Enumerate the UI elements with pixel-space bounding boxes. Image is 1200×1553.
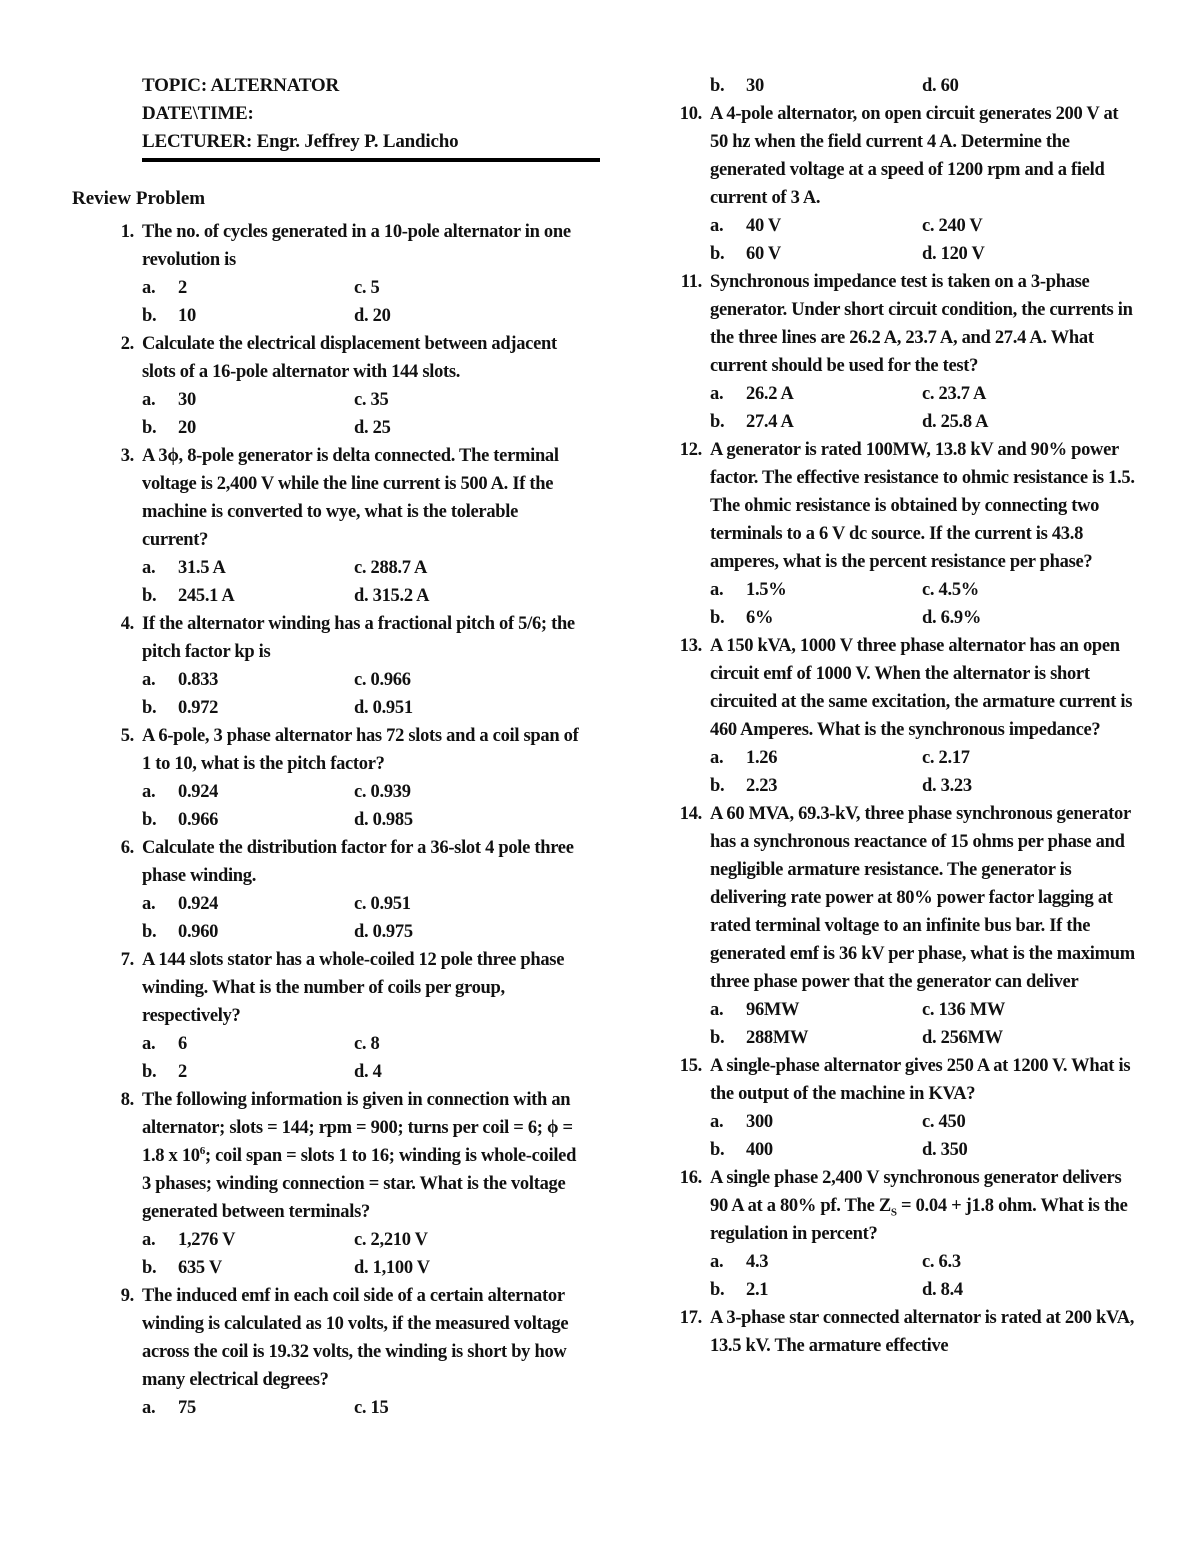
header-divider (142, 158, 600, 162)
option-d: d. 60 (922, 76, 959, 96)
option-b: b. 27.4 A (710, 412, 794, 432)
option-d: d. 20 (354, 306, 391, 326)
question-10 (668, 100, 1138, 268)
option-a: a. 26.2 A (710, 384, 794, 404)
option-c: c. 35 (354, 390, 389, 410)
question-number: 4. (120, 614, 134, 634)
question-number: 14. (679, 804, 702, 824)
options (142, 274, 580, 330)
question-text: A 3-phase star connected alternator is rated at 200 kVA, 13.5 kV. The armature effective (710, 1308, 1135, 1356)
option-a: a. 30 (142, 390, 196, 410)
question-15 (668, 1052, 1138, 1164)
question-text: A 144 slots stator has a whole-coiled 12 pole three phase winding. What is the number of coils per group, respectively? (142, 950, 565, 1026)
options (142, 1226, 580, 1282)
option-b: b. 6% (710, 608, 774, 628)
question-11 (668, 268, 1138, 436)
option-a: a. 0.924 (142, 782, 219, 802)
question-text: Calculate the distribution factor for a 36-slot 4 pole three phase winding. (142, 838, 574, 886)
question-number: 7. (120, 950, 134, 970)
question-number: 6. (120, 838, 134, 858)
options (710, 72, 1138, 100)
question-9 (100, 1282, 580, 1422)
option-d: d. 25 (354, 418, 391, 438)
option-a: a. 0.833 (142, 670, 219, 690)
options (710, 576, 1138, 632)
option-c: c. 2,210 V (354, 1230, 428, 1250)
question-12 (668, 436, 1138, 632)
options (710, 996, 1138, 1052)
question-number: 9. (120, 1286, 134, 1306)
option-c: c. 0.966 (354, 670, 411, 690)
option-d: d. 315.2 A (354, 586, 430, 606)
option-b: b. 0.960 (142, 922, 219, 942)
options (710, 380, 1138, 436)
option-c: c. 288.7 A (354, 558, 428, 578)
options (142, 666, 580, 722)
option-b: b. 2 (142, 1062, 187, 1082)
option-c: c. 0.939 (354, 782, 411, 802)
option-d: d. 3.23 (922, 776, 972, 796)
option-c: c. 6.3 (922, 1252, 961, 1272)
option-b: b. 2.23 (710, 776, 778, 796)
question-7 (100, 946, 580, 1086)
option-a: a. 4.3 (710, 1252, 769, 1272)
question-14 (668, 800, 1138, 1052)
question-3 (100, 442, 580, 610)
option-a: a. 75 (142, 1398, 196, 1418)
option-d: d. 8.4 (922, 1280, 963, 1300)
option-d: d. 120 V (922, 244, 985, 264)
question-text: A single phase 2,400 V synchronous generator delivers 90 A at a 80% pf. The $Z_S = 0.04 + j1.8$ ohm. What is the regulation in percent? (710, 1168, 1128, 1244)
question-text: A generator is rated 100MW, 13.8 kV and 90% power factor. The effective resistance to ohmic resistance is 1.5. The ohmic resistance is obtained by connecting two terminals to a 6 V dc source. If the current is 43.8 amperes, what is the percent resistance per phase? (710, 440, 1135, 572)
question-1 (100, 218, 580, 330)
option-b: b. 0.972 (142, 698, 219, 718)
question-text: The following information is given in connection with an alternator; slots = 144; rpm = 900; turns per coil = 6; ϕ = 1.8 x $10^6$; coil span = slots 1 to 16; winding is whole-coiled 3 phases; winding connection = star. What is the voltage generated between terminals? (142, 1090, 577, 1222)
question-number: 12. (679, 440, 702, 460)
option-b: b. 20 (142, 418, 196, 438)
options (142, 778, 580, 834)
options (710, 1248, 1138, 1304)
option-c: c. 0.951 (354, 894, 411, 914)
option-c: c. 4.5% (922, 580, 979, 600)
option-b: b. 400 (710, 1140, 773, 1160)
options (142, 1030, 580, 1086)
option-a: a. 1,276 V (142, 1230, 236, 1250)
option-d: d. 256MW (922, 1028, 1003, 1048)
question-text: The induced emf in each coil side of a certain alternator winding is calculated as 10 volts, if the measured voltage across the coil is 19.32 volts, the winding is short by how many electrical degrees? (142, 1286, 569, 1390)
options (142, 386, 580, 442)
option-b: b. 30 (710, 76, 764, 96)
option-d: d. 0.951 (354, 698, 413, 718)
option-a: a. 96MW (710, 1000, 800, 1020)
option-b: b. 2.1 (710, 1280, 769, 1300)
option-b: b. 288MW (710, 1028, 809, 1048)
option-a: a. 0.924 (142, 894, 219, 914)
option-b: b. 245.1 A (142, 586, 235, 606)
question-16 (668, 1164, 1138, 1304)
question-text: Synchronous impedance test is taken on a 3-phase generator. Under short circuit condition, the currents in the three lines are 26.2 A, 23.7 A, and 27.4 A. What current should be used for the test? (710, 272, 1133, 376)
question-13 (668, 632, 1138, 800)
option-b: b. 10 (142, 306, 196, 326)
option-c: c. 450 (922, 1112, 966, 1132)
question-text: A 150 kVA, 1000 V three phase alternator has an open circuit emf of 1000 V. When the alternator is short circuited at the same excitation, the armature current is 460 Amperes. What is the synchronous impedance? (710, 636, 1133, 740)
option-c: c. 23.7 A (922, 384, 987, 404)
question-text: The no. of cycles generated in a 10-pole alternator in one revolution is (142, 222, 571, 270)
option-d: d. 4 (354, 1062, 382, 1082)
question-number: 2. (120, 334, 134, 354)
lecturer-line: LECTURER: Engr. Jeffrey P. Landicho (142, 131, 459, 152)
question-5 (100, 722, 580, 834)
question-6 (100, 834, 580, 946)
options (142, 1394, 580, 1422)
question-text: A single-phase alternator gives 250 A at 1200 V. What is the output of the machine in KVA? (710, 1056, 1131, 1104)
question-4 (100, 610, 580, 722)
options (710, 1108, 1138, 1164)
option-c: c. 15 (354, 1398, 389, 1418)
options (710, 212, 1138, 268)
question-text: A 3ϕ, 8-pole generator is delta connected. The terminal voltage is 2,400 V while the line current is 500 A. If the machine is converted to wye, what is the tolerable current? (142, 446, 559, 550)
option-c: c. 136 MW (922, 1000, 1006, 1020)
option-d: d. 1,100 V (354, 1258, 430, 1278)
option-c: c. 240 V (922, 216, 983, 236)
question-text: A 6-pole, 3 phase alternator has 72 slots and a coil span of 1 to 10, what is the pitch factor? (142, 726, 579, 774)
question-text: A 60 MVA, 69.3-kV, three phase synchronous generator has a synchronous reactance of 15 ohms per phase and negligible armature resistance. The generator is delivering rate power at 80% power factor lagging at rated terminal voltage to an infinite bus bar. If the generated emf is 36 kV per phase, what is the maximum three phase power that the generator can deliver (710, 804, 1135, 992)
option-d: d. 6.9% (922, 608, 982, 628)
option-a: a. 1.26 (710, 748, 778, 768)
section-title: Review Problem (72, 188, 206, 209)
option-a: a. 40 V (710, 216, 781, 236)
question-number: 10. (679, 104, 702, 124)
option-a: a. 6 (142, 1034, 187, 1054)
right-column (668, 72, 1138, 1360)
question-17 (668, 1304, 1138, 1360)
question-number: 15. (679, 1056, 702, 1076)
option-c: c. 8 (354, 1034, 380, 1054)
option-d: d. 0.985 (354, 810, 413, 830)
document-header (142, 72, 458, 156)
option-d: d. 25.8 A (922, 412, 989, 432)
option-a: a. 300 (710, 1112, 773, 1132)
question-number: 17. (679, 1308, 702, 1328)
left-column (100, 218, 580, 1422)
option-b: b. 635 V (142, 1258, 222, 1278)
question-number: 13. (679, 636, 702, 656)
option-a: a. 31.5 A (142, 558, 226, 578)
datetime-line: DATE\TIME: (142, 103, 254, 124)
option-b: b. 60 V (710, 244, 781, 264)
options (710, 744, 1138, 800)
question-number: 8. (120, 1090, 134, 1110)
option-a: a. 1.5% (710, 580, 787, 600)
options (142, 890, 580, 946)
option-d: d. 0.975 (354, 922, 413, 942)
question-2 (100, 330, 580, 442)
topic-line: TOPIC: ALTERNATOR (142, 75, 340, 96)
question-number: 5. (120, 726, 134, 746)
question-number: 16. (679, 1168, 702, 1188)
options (142, 554, 580, 610)
question-text: If the alternator winding has a fractional pitch of 5/6; the pitch factor kp is (142, 614, 575, 662)
question-number: 1. (120, 222, 134, 242)
question-number: 11. (680, 272, 702, 292)
option-a: a. 2 (142, 278, 187, 298)
question-text: A 4-pole alternator, on open circuit generates 200 V at 50 hz when the field current 4 A. Determine the generated voltage at a speed of 1200 rpm and a field current of 3 A. (710, 104, 1119, 208)
option-b: b. 0.966 (142, 810, 219, 830)
question-text: Calculate the electrical displacement between adjacent slots of a 16-pole alternator with 144 slots. (142, 334, 557, 382)
option-d: d. 350 (922, 1140, 968, 1160)
question-8 (100, 1086, 580, 1282)
option-c: c. 5 (354, 278, 380, 298)
option-c: c. 2.17 (922, 748, 970, 768)
question-number: 3. (120, 446, 134, 466)
question-9-continued (668, 72, 1138, 100)
